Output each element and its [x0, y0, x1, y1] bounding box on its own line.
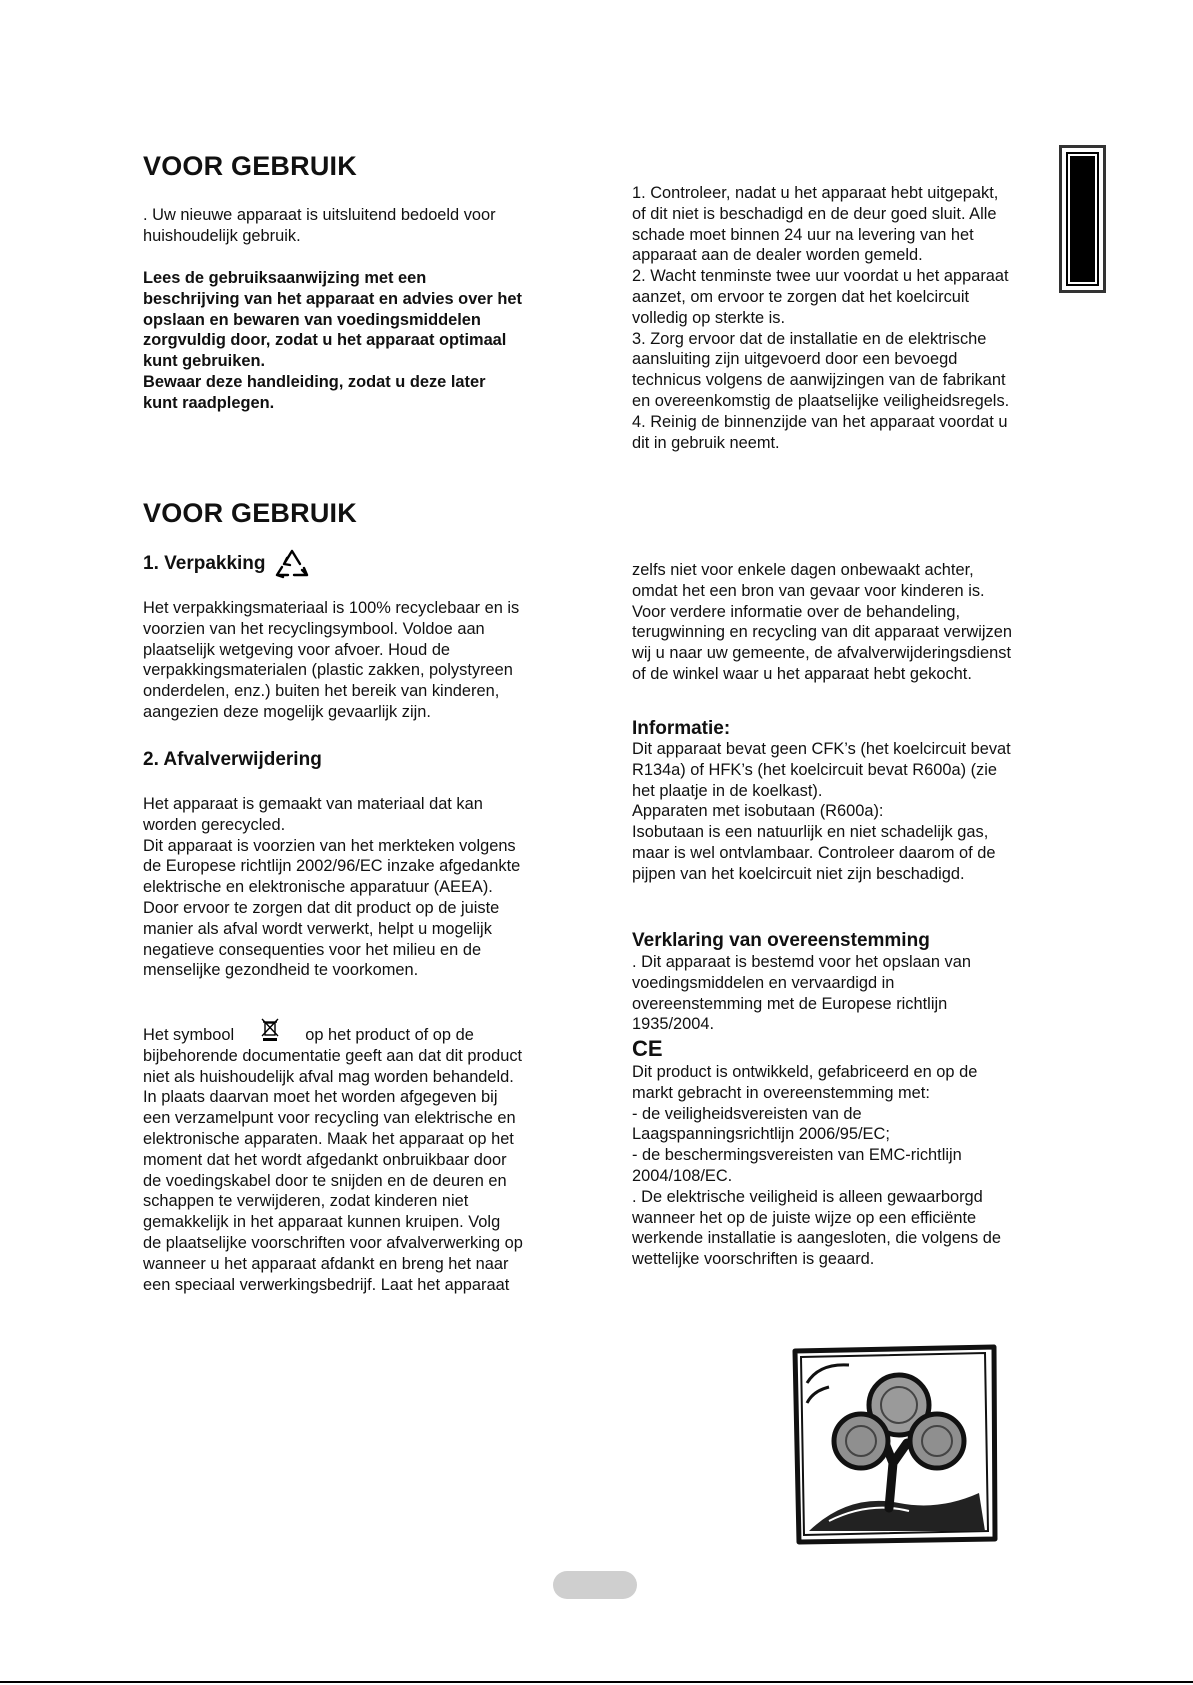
bold-line: beschrijving van het apparaat en advies over het — [143, 289, 522, 308]
conformity-line: . De elektrische veiligheid is alleen gewaarborgd — [632, 1187, 983, 1206]
info-line: R134a) of HFK’s (het koelcircuit bevat R600a) (zie — [632, 760, 998, 779]
conformity-line: Dit product is ontwikkeld, gefabriceerd en op de — [632, 1063, 978, 1081]
waste-line: manier als afval wordt verwerkt, helpt u mogelijk — [143, 919, 492, 938]
symbol-line: moment dat het wordt afgedankt onbruikbaar door — [143, 1150, 507, 1169]
conformity-line: - de veiligheidsvereisten van de — [632, 1104, 862, 1123]
symbol-line: de plaatselijke voorschriften voor afvalverwerking op — [143, 1233, 523, 1252]
waste-line: de Europese richtlijn 2002/96/EC inzake afgedankte — [143, 857, 521, 876]
symbol-line: wanneer u het apparaat afdankt en breng het naar — [143, 1254, 509, 1273]
symbol-line: een verzamelpunt voor recycling van elektrische en — [143, 1109, 516, 1128]
symbol-line: elektronische apparaten. Maak het apparaat op het — [143, 1129, 514, 1148]
continued-line: wij u naar uw gemeente, de afvalverwijderingsdienst — [632, 644, 1012, 663]
waste-line: negatieve consequenties voor het milieu en de — [143, 940, 482, 959]
section1-checklist — [632, 183, 1052, 453]
checklist-line: en overeenkomstig de plaatselijke veiligheidsregels. — [632, 391, 1010, 410]
packaging-line: aangezien deze mogelijk gevaarlijk zijn. — [143, 702, 431, 721]
checklist-line: 2. Wacht tenminste twee uur voordat u het apparaat — [632, 267, 1009, 286]
page-bottom-rule — [0, 1681, 1193, 1683]
page-number-pill — [553, 1571, 637, 1599]
info-line: maar is wel ontvlambaar. Controleer daarom of de — [632, 843, 996, 862]
waste-line: Het apparaat is gemaakt van materiaal dat kan — [143, 795, 483, 813]
language-tab — [1059, 145, 1106, 293]
info-text — [632, 739, 1072, 885]
recycle-icon — [274, 548, 310, 580]
conformity-line: werkende installatie is aangesloten, die volgens de — [632, 1229, 1002, 1248]
continued-line: omdat het een bron van gevaar voor kinderen is. — [632, 581, 985, 600]
packaging-line: verpakkingsmaterialen (plastic zakken, polystyreen — [143, 661, 513, 680]
packaging-heading: 1. Verpakking — [143, 553, 266, 574]
conformity-line: voedingsmiddelen en vervaardigd in — [632, 973, 895, 992]
tree-logo-icon — [789, 1343, 1009, 1548]
conformity-line: - de beschermingsvereisten van EMC-richtlijn — [632, 1146, 962, 1165]
checklist-line: 4. Reinig de binnenzijde van het apparaat voordat u — [632, 412, 1008, 431]
symbol-suffix: op het product of op de — [305, 1026, 474, 1044]
bold-line: Lees de gebruiksaanwijzing met een — [143, 269, 427, 287]
waste-continued-text — [632, 560, 1072, 685]
conformity-line: 2004/108/EC. — [632, 1166, 733, 1185]
conformity-line: wettelijke voorschriften is geaard. — [632, 1250, 875, 1269]
symbol-text — [143, 1018, 583, 1295]
bold-line: zorgvuldig door, zodat u het apparaat optimaal — [143, 331, 507, 350]
conformity-line: 1935/2004. — [632, 1015, 715, 1034]
checklist-line: aanzet, om ervoor te zorgen dat het koelcircuit — [632, 287, 970, 306]
symbol-line: gemakkelijk in het apparaat kunnen kruipen. Volg — [143, 1213, 501, 1232]
info-line: Dit apparaat bevat geen CFK’s (het koelcircuit bevat — [632, 740, 1011, 758]
waste-line: menselijke gezondheid te voorkomen. — [143, 961, 419, 980]
waste-line: elektrische en elektronische apparatuur (AEEA). — [143, 878, 493, 897]
waste-line: Door ervoor te zorgen dat dit product op de juiste — [143, 898, 500, 917]
checklist-line: technicus volgens de aanwijzingen van de fabrikant — [632, 371, 1006, 390]
info-line: Isobutaan is een natuurlijk en niet schadelijk gas, — [632, 823, 989, 842]
checklist-line: of dit niet is beschadigd en de deur goed sluit. Alle — [632, 204, 997, 223]
bold-line: opslaan en bewaren van voedingsmiddelen — [143, 310, 481, 329]
info-line: Apparaten met isobutaan (R600a): — [632, 802, 884, 821]
packaging-heading-row — [143, 548, 310, 580]
checklist-line: schade moet binnen 24 uur na levering van het — [632, 225, 974, 244]
checklist-line: 3. Zorg ervoor dat de installatie en de elektrische — [632, 329, 987, 348]
symbol-prefix: Het symbool — [143, 1026, 235, 1044]
continued-line: Voor verdere informatie over de behandeling, — [632, 602, 961, 621]
conformity-line: wanneer het op de juiste wijze op een efficiënte — [632, 1208, 977, 1227]
section1-title: VOOR GEBRUIK — [143, 151, 357, 181]
waste-line: Dit apparaat is voorzien van het merkteken volgens — [143, 836, 516, 855]
bold-line: Bewaar deze handleiding, zodat u deze later — [143, 372, 486, 391]
bold-line: kunt raadplegen. — [143, 393, 275, 412]
waste-line: worden gerecycled. — [143, 815, 286, 834]
conformity-line: overeenstemming met de Europese richtlijn — [632, 994, 948, 1013]
section1-intro: . Uw nieuwe apparaat is uitsluitend bedoeld voor huishoudelijk gebruik. — [143, 206, 496, 245]
ce-mark-icon: CE — [632, 1036, 663, 1061]
conformity-text-2 — [632, 1062, 1072, 1270]
checklist-line: 1. Controleer, nadat u het apparaat hebt uitgepakt, — [632, 184, 999, 202]
info-line: het plaatje in de koelkast). — [632, 781, 823, 800]
conformity-heading: Verklaring van overeenstemming — [632, 930, 930, 951]
packaging-line: plaatselijk wetgeving voor afvoer. Houd de — [143, 640, 451, 659]
crossed-bin-icon — [257, 1018, 283, 1042]
symbol-first-line — [143, 1018, 583, 1046]
continued-line: terugwinning en recycling van dit apparaat verwijzen — [632, 623, 1012, 642]
checklist-line: volledig op sterkte is. — [632, 308, 786, 327]
symbol-line: In plaats daarvan moet het worden afgegeven bij — [143, 1088, 498, 1107]
info-line: pijpen van het koelcircuit niet zijn beschadigd. — [632, 864, 965, 883]
conformity-line: markt gebracht in overeenstemming met: — [632, 1083, 930, 1102]
bold-line: kunt gebruiken. — [143, 352, 266, 371]
checklist-line: dit in gebruik neemt. — [632, 433, 780, 452]
continued-line: zelfs niet voor enkele dagen onbewaakt achter, — [632, 561, 974, 579]
packaging-line: onderdelen, enz.) buiten het bereik van kinderen, — [143, 682, 500, 701]
conformity-line: . Dit apparaat is bestemd voor het opslaan van — [632, 953, 971, 971]
symbol-line: een speciaal verwerkingsbedrijf. Laat het apparaat — [143, 1275, 510, 1294]
waste-text — [143, 794, 583, 981]
checklist-line: aansluiting zijn uitgevoerd door een bevoegd — [632, 350, 958, 369]
conformity-text — [632, 952, 1072, 1035]
waste-heading: 2. Afvalverwijdering — [143, 749, 322, 770]
symbol-line: schappen te verwijderen, zodat kinderen niet — [143, 1192, 469, 1211]
checklist-line: apparaat aan de dealer worden gemeld. — [632, 246, 923, 265]
packaging-line: voorzien van het recyclingsymbool. Voldoe aan — [143, 619, 485, 638]
conformity-line: Laagspanningsrichtlijn 2006/95/EC; — [632, 1125, 890, 1144]
symbol-line: de voedingskabel door te snijden en de deuren en — [143, 1171, 507, 1190]
symbol-line: niet als huishoudelijk afval mag worden behandeld. — [143, 1067, 514, 1086]
packaging-line: Het verpakkingsmateriaal is 100% recyclebaar en is — [143, 599, 520, 617]
info-heading: Informatie: — [632, 718, 731, 739]
continued-line: of de winkel waar u het apparaat hebt gekocht. — [632, 664, 972, 683]
packaging-text — [143, 598, 583, 723]
section2-title: VOOR GEBRUIK — [143, 498, 357, 528]
symbol-line: bijbehorende documentatie geeft aan dat dit product — [143, 1046, 523, 1065]
section1-bold-notice — [143, 268, 583, 414]
